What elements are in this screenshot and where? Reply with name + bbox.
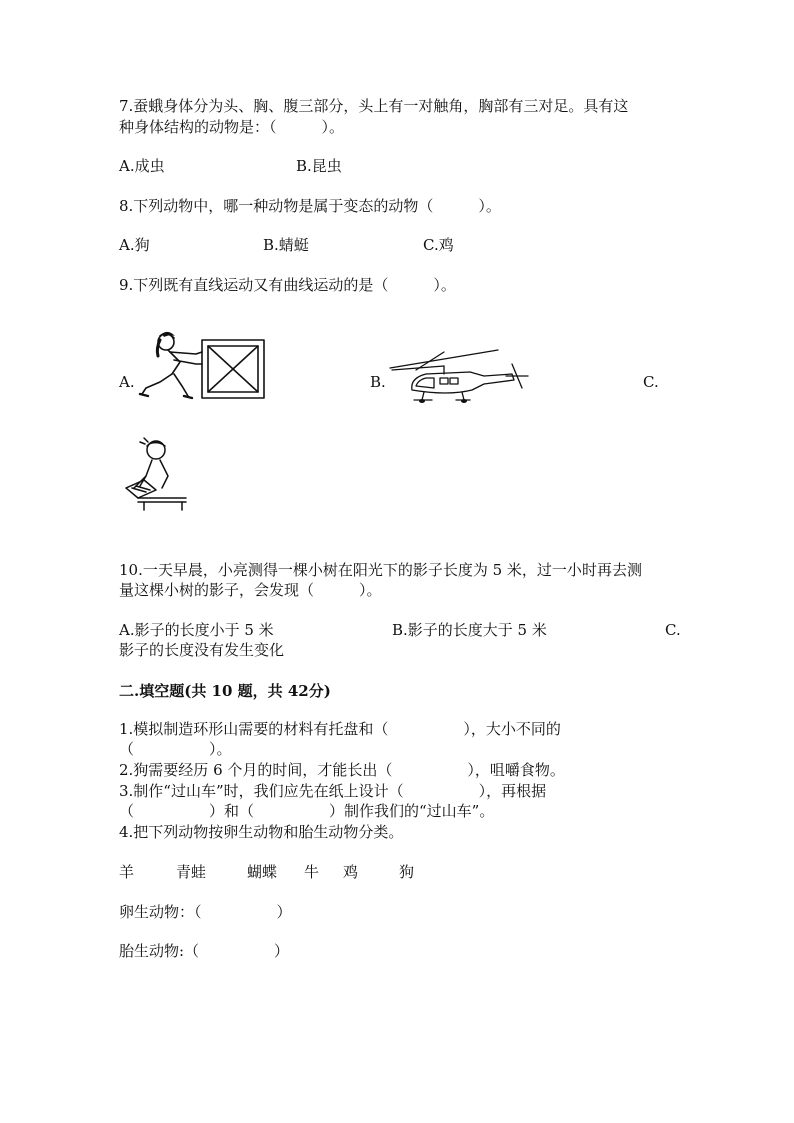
q9-stem: 9.下列既有直线运动又有曲线运动的是（ ）。: [119, 276, 456, 294]
fill-q1-line1: 1.模拟制造环形山需要的材料有托盘和（ ），大小不同的: [119, 720, 561, 738]
q10-stem-line1: 10.一天早晨，小亮测得一棵小树在阳光下的影子长度为 5 米，过一小时再去测: [119, 561, 642, 579]
fill-q2: 2.狗需要经历 6 个月的时间，才能长出（ ），咀嚼食物。: [119, 761, 565, 779]
q7-option-b: B.昆虫: [296, 157, 342, 175]
animal-item: 鸡: [343, 863, 359, 881]
q9-option-b-label: B.: [370, 373, 386, 391]
q10-option-c-text: 影子的长度没有发生变化: [119, 641, 285, 659]
oviparous-answer: 卵生动物：（ ）: [119, 903, 292, 921]
animal-item: 羊: [119, 863, 135, 881]
fill-q4: 4.把下列动物按卵生动物和胎生动物分类。: [119, 823, 404, 841]
q10-option-b: B.影子的长度大于 5 米: [392, 621, 547, 639]
q7-stem-line2: 种身体结构的动物是：（ ）。: [119, 118, 345, 136]
fill-q3-line1: 3.制作“过山车”时，我们应先在纸上设计（ ），再根据: [119, 782, 547, 800]
q7-stem-line1: 7.蚕蛾身体分为头、胸、腹三部分，头上有一对触角，胸部有三对足。具有这: [119, 97, 629, 115]
animal-item: 牛: [304, 863, 320, 881]
q8-option-b: B.蜻蜓: [263, 236, 309, 254]
fill-q1-line2: （ ）。: [119, 740, 232, 758]
q10-option-c-label: C.: [665, 621, 681, 639]
animal-item: 狗: [399, 863, 415, 881]
section-title-fill-in: 二.填空题(共 10 题，共 42分): [119, 682, 331, 700]
q10-stem-line2: 量这棵小树的影子，会发现（ ）。: [119, 581, 382, 599]
q7-option-a: A.成虫: [119, 157, 165, 175]
animal-item: 蝴蝶: [247, 863, 278, 881]
q9-option-a-label: A.: [119, 373, 135, 391]
helicopter-illustration: [388, 346, 530, 406]
q8-option-a: A.狗: [119, 236, 150, 254]
q8-stem: 8.下列动物中，哪一种动物是属于变态的动物（ ）。: [119, 197, 501, 215]
boy-sliding-object-illustration: [118, 436, 190, 512]
viviparous-answer: 胎生动物:（ ）: [119, 942, 290, 960]
girl-pushing-box-illustration: [134, 330, 270, 402]
q10-option-a: A.影子的长度小于 5 米: [119, 621, 274, 639]
q8-option-c: C.鸡: [423, 236, 454, 254]
q9-option-c-label: C.: [643, 373, 659, 391]
fill-q3-line2: （ ）和（ ）制作我们的“过山车”。: [119, 802, 495, 820]
animal-item: 青蛙: [176, 863, 207, 881]
